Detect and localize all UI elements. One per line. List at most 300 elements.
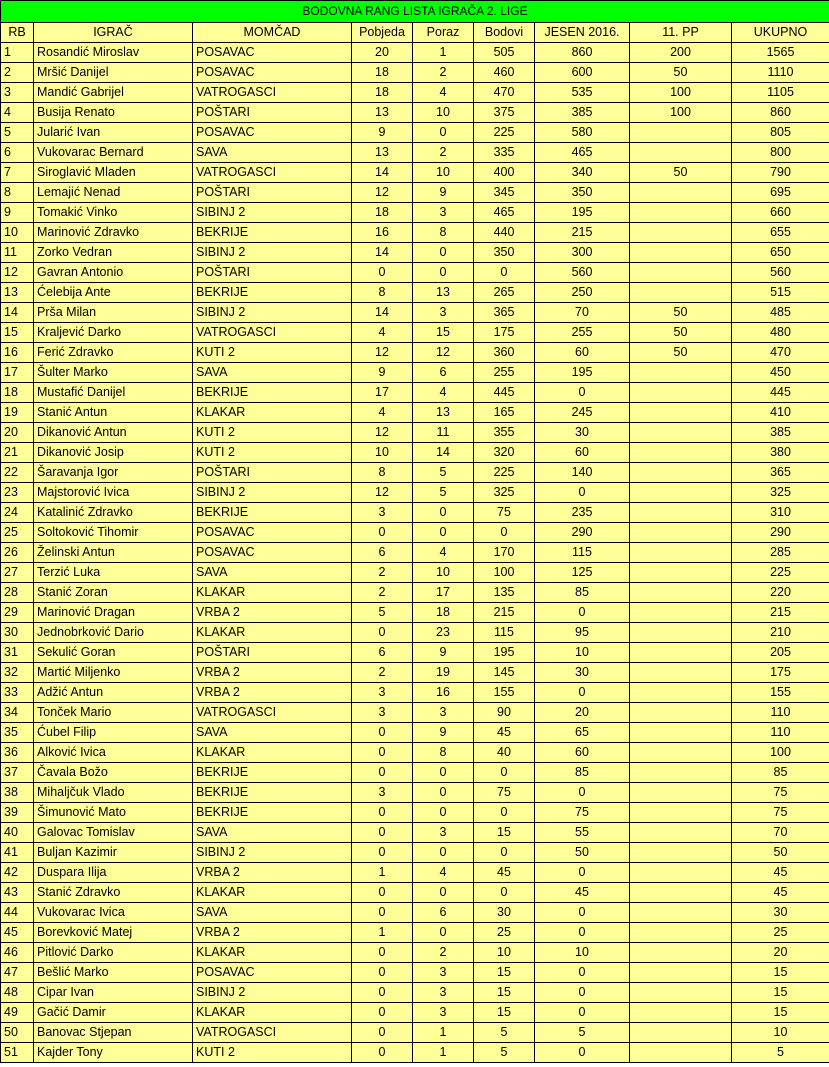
rank-cell[interactable]: 45	[1, 923, 34, 943]
team-cell[interactable]: KLAKAR	[193, 403, 352, 423]
player-cell[interactable]: Borevković Matej	[34, 923, 193, 943]
points-cell[interactable]: 5	[474, 1023, 535, 1043]
team-cell[interactable]: KLAKAR	[193, 743, 352, 763]
losses-cell[interactable]: 0	[413, 923, 474, 943]
player-cell[interactable]: Mustafić Danijel	[34, 383, 193, 403]
rank-cell[interactable]: 44	[1, 903, 34, 923]
player-cell[interactable]: Jednobrković Dario	[34, 623, 193, 643]
wins-cell[interactable]: 0	[352, 263, 413, 283]
losses-cell[interactable]: 4	[413, 383, 474, 403]
total-cell[interactable]: 660	[732, 203, 829, 223]
team-cell[interactable]: KLAKAR	[193, 943, 352, 963]
rank-cell[interactable]: 16	[1, 343, 34, 363]
wins-cell[interactable]: 0	[352, 1003, 413, 1023]
team-cell[interactable]: VATROGASCI	[193, 1023, 352, 1043]
player-cell[interactable]: Pitlović Darko	[34, 943, 193, 963]
autumn-2016-cell[interactable]: 115	[535, 543, 630, 563]
pp-11-cell[interactable]	[630, 203, 732, 223]
pp-11-cell[interactable]: 50	[630, 163, 732, 183]
autumn-2016-cell[interactable]: 290	[535, 523, 630, 543]
total-cell[interactable]: 30	[732, 903, 829, 923]
rank-cell[interactable]: 4	[1, 103, 34, 123]
points-cell[interactable]: 215	[474, 603, 535, 623]
team-cell[interactable]: POŠTARI	[193, 463, 352, 483]
player-cell[interactable]: Prša Milan	[34, 303, 193, 323]
autumn-2016-cell[interactable]: 140	[535, 463, 630, 483]
team-cell[interactable]: VATROGASCI	[193, 83, 352, 103]
pp-11-cell[interactable]	[630, 663, 732, 683]
total-cell[interactable]: 410	[732, 403, 829, 423]
total-cell[interactable]: 290	[732, 523, 829, 543]
points-cell[interactable]: 30	[474, 903, 535, 923]
pp-11-cell[interactable]	[630, 883, 732, 903]
rank-cell[interactable]: 38	[1, 783, 34, 803]
column-header-wins[interactable]: Pobjeda	[352, 23, 413, 43]
pp-11-cell[interactable]	[630, 563, 732, 583]
column-header-total[interactable]: UKUPNO	[732, 23, 829, 43]
team-cell[interactable]: POSAVAC	[193, 523, 352, 543]
total-cell[interactable]: 75	[732, 803, 829, 823]
total-cell[interactable]: 45	[732, 863, 829, 883]
rank-cell[interactable]: 27	[1, 563, 34, 583]
autumn-2016-cell[interactable]: 0	[535, 383, 630, 403]
team-cell[interactable]: KUTI 2	[193, 443, 352, 463]
wins-cell[interactable]: 3	[352, 683, 413, 703]
points-cell[interactable]: 0	[474, 523, 535, 543]
team-cell[interactable]: SAVA	[193, 823, 352, 843]
team-cell[interactable]: KUTI 2	[193, 1043, 352, 1063]
autumn-2016-cell[interactable]: 535	[535, 83, 630, 103]
total-cell[interactable]: 1110	[732, 63, 829, 83]
pp-11-cell[interactable]: 100	[630, 83, 732, 103]
pp-11-cell[interactable]	[630, 243, 732, 263]
rank-cell[interactable]: 39	[1, 803, 34, 823]
rank-cell[interactable]: 50	[1, 1023, 34, 1043]
player-cell[interactable]: Dikanović Josip	[34, 443, 193, 463]
player-cell[interactable]: Tomakić Vinko	[34, 203, 193, 223]
autumn-2016-cell[interactable]: 350	[535, 183, 630, 203]
autumn-2016-cell[interactable]: 560	[535, 263, 630, 283]
total-cell[interactable]: 445	[732, 383, 829, 403]
wins-cell[interactable]: 2	[352, 563, 413, 583]
rank-cell[interactable]: 8	[1, 183, 34, 203]
pp-11-cell[interactable]	[630, 743, 732, 763]
player-cell[interactable]: Jularić Ivan	[34, 123, 193, 143]
autumn-2016-cell[interactable]: 580	[535, 123, 630, 143]
total-cell[interactable]: 655	[732, 223, 829, 243]
team-cell[interactable]: SAVA	[193, 723, 352, 743]
rank-cell[interactable]: 33	[1, 683, 34, 703]
pp-11-cell[interactable]: 50	[630, 343, 732, 363]
wins-cell[interactable]: 2	[352, 583, 413, 603]
pp-11-cell[interactable]: 50	[630, 63, 732, 83]
total-cell[interactable]: 1565	[732, 43, 829, 63]
team-cell[interactable]: SAVA	[193, 143, 352, 163]
rank-cell[interactable]: 7	[1, 163, 34, 183]
pp-11-cell[interactable]	[630, 823, 732, 843]
points-cell[interactable]: 0	[474, 803, 535, 823]
total-cell[interactable]: 205	[732, 643, 829, 663]
losses-cell[interactable]: 10	[413, 563, 474, 583]
rank-cell[interactable]: 47	[1, 963, 34, 983]
total-cell[interactable]: 50	[732, 843, 829, 863]
wins-cell[interactable]: 18	[352, 203, 413, 223]
pp-11-cell[interactable]	[630, 183, 732, 203]
rank-cell[interactable]: 41	[1, 843, 34, 863]
autumn-2016-cell[interactable]: 195	[535, 363, 630, 383]
points-cell[interactable]: 0	[474, 843, 535, 863]
autumn-2016-cell[interactable]: 300	[535, 243, 630, 263]
total-cell[interactable]: 75	[732, 783, 829, 803]
total-cell[interactable]: 100	[732, 743, 829, 763]
pp-11-cell[interactable]	[630, 1003, 732, 1023]
points-cell[interactable]: 25	[474, 923, 535, 943]
losses-cell[interactable]: 23	[413, 623, 474, 643]
rank-cell[interactable]: 9	[1, 203, 34, 223]
points-cell[interactable]: 505	[474, 43, 535, 63]
player-cell[interactable]: Rosandić Miroslav	[34, 43, 193, 63]
losses-cell[interactable]: 0	[413, 843, 474, 863]
rank-cell[interactable]: 15	[1, 323, 34, 343]
losses-cell[interactable]: 3	[413, 983, 474, 1003]
wins-cell[interactable]: 0	[352, 823, 413, 843]
total-cell[interactable]: 10	[732, 1023, 829, 1043]
wins-cell[interactable]: 12	[352, 183, 413, 203]
rank-cell[interactable]: 49	[1, 1003, 34, 1023]
autumn-2016-cell[interactable]: 20	[535, 703, 630, 723]
player-cell[interactable]: Siroglavić Mladen	[34, 163, 193, 183]
player-cell[interactable]: Šaravanja Igor	[34, 463, 193, 483]
losses-cell[interactable]: 8	[413, 743, 474, 763]
losses-cell[interactable]: 3	[413, 303, 474, 323]
losses-cell[interactable]: 0	[413, 883, 474, 903]
wins-cell[interactable]: 0	[352, 883, 413, 903]
autumn-2016-cell[interactable]: 85	[535, 583, 630, 603]
team-cell[interactable]: SAVA	[193, 363, 352, 383]
wins-cell[interactable]: 4	[352, 323, 413, 343]
pp-11-cell[interactable]	[630, 683, 732, 703]
wins-cell[interactable]: 9	[352, 363, 413, 383]
rank-cell[interactable]: 28	[1, 583, 34, 603]
rank-cell[interactable]: 10	[1, 223, 34, 243]
wins-cell[interactable]: 3	[352, 503, 413, 523]
autumn-2016-cell[interactable]: 125	[535, 563, 630, 583]
losses-cell[interactable]: 4	[413, 83, 474, 103]
total-cell[interactable]: 220	[732, 583, 829, 603]
total-cell[interactable]: 1105	[732, 83, 829, 103]
pp-11-cell[interactable]	[630, 443, 732, 463]
points-cell[interactable]: 15	[474, 823, 535, 843]
points-cell[interactable]: 15	[474, 963, 535, 983]
points-cell[interactable]: 350	[474, 243, 535, 263]
total-cell[interactable]: 650	[732, 243, 829, 263]
rank-cell[interactable]: 29	[1, 603, 34, 623]
rank-cell[interactable]: 11	[1, 243, 34, 263]
wins-cell[interactable]: 3	[352, 783, 413, 803]
wins-cell[interactable]: 1	[352, 863, 413, 883]
pp-11-cell[interactable]	[630, 123, 732, 143]
player-cell[interactable]: Soltoković Tihomir	[34, 523, 193, 543]
wins-cell[interactable]: 0	[352, 843, 413, 863]
losses-cell[interactable]: 3	[413, 703, 474, 723]
pp-11-cell[interactable]	[630, 383, 732, 403]
rank-cell[interactable]: 36	[1, 743, 34, 763]
autumn-2016-cell[interactable]: 55	[535, 823, 630, 843]
total-cell[interactable]: 805	[732, 123, 829, 143]
team-cell[interactable]: KLAKAR	[193, 1003, 352, 1023]
autumn-2016-cell[interactable]: 0	[535, 483, 630, 503]
points-cell[interactable]: 100	[474, 563, 535, 583]
column-header-11-pp[interactable]: 11. PP	[630, 23, 732, 43]
player-cell[interactable]: Mihaljčuk Vlado	[34, 783, 193, 803]
total-cell[interactable]: 860	[732, 103, 829, 123]
points-cell[interactable]: 15	[474, 983, 535, 1003]
points-cell[interactable]: 255	[474, 363, 535, 383]
player-cell[interactable]: Marinović Zdravko	[34, 223, 193, 243]
losses-cell[interactable]: 2	[413, 63, 474, 83]
rank-cell[interactable]: 14	[1, 303, 34, 323]
wins-cell[interactable]: 18	[352, 83, 413, 103]
column-header-rb[interactable]: RB	[1, 23, 34, 43]
losses-cell[interactable]: 0	[413, 763, 474, 783]
player-cell[interactable]: Stanić Zdravko	[34, 883, 193, 903]
team-cell[interactable]: VRBA 2	[193, 603, 352, 623]
total-cell[interactable]: 285	[732, 543, 829, 563]
total-cell[interactable]: 790	[732, 163, 829, 183]
pp-11-cell[interactable]: 100	[630, 103, 732, 123]
rank-cell[interactable]: 43	[1, 883, 34, 903]
wins-cell[interactable]: 0	[352, 763, 413, 783]
points-cell[interactable]: 175	[474, 323, 535, 343]
team-cell[interactable]: KUTI 2	[193, 343, 352, 363]
wins-cell[interactable]: 0	[352, 1023, 413, 1043]
wins-cell[interactable]: 0	[352, 943, 413, 963]
autumn-2016-cell[interactable]: 195	[535, 203, 630, 223]
losses-cell[interactable]: 1	[413, 1023, 474, 1043]
total-cell[interactable]: 155	[732, 683, 829, 703]
player-cell[interactable]: Stanić Zoran	[34, 583, 193, 603]
wins-cell[interactable]: 9	[352, 123, 413, 143]
team-cell[interactable]: VRBA 2	[193, 683, 352, 703]
player-cell[interactable]: Šulter Marko	[34, 363, 193, 383]
losses-cell[interactable]: 0	[413, 243, 474, 263]
total-cell[interactable]: 365	[732, 463, 829, 483]
player-cell[interactable]: Mandić Gabrijel	[34, 83, 193, 103]
rank-cell[interactable]: 2	[1, 63, 34, 83]
total-cell[interactable]: 325	[732, 483, 829, 503]
rank-cell[interactable]: 18	[1, 383, 34, 403]
pp-11-cell[interactable]: 50	[630, 323, 732, 343]
points-cell[interactable]: 90	[474, 703, 535, 723]
team-cell[interactable]: POŠTARI	[193, 103, 352, 123]
wins-cell[interactable]: 0	[352, 963, 413, 983]
pp-11-cell[interactable]	[630, 503, 732, 523]
team-cell[interactable]: POŠTARI	[193, 263, 352, 283]
player-cell[interactable]: Adžić Antun	[34, 683, 193, 703]
column-header-team[interactable]: MOMČAD	[193, 23, 352, 43]
pp-11-cell[interactable]	[630, 783, 732, 803]
losses-cell[interactable]: 9	[413, 183, 474, 203]
player-cell[interactable]: Marinović Dragan	[34, 603, 193, 623]
rank-cell[interactable]: 48	[1, 983, 34, 1003]
pp-11-cell[interactable]	[630, 523, 732, 543]
player-cell[interactable]: Zorko Vedran	[34, 243, 193, 263]
autumn-2016-cell[interactable]: 600	[535, 63, 630, 83]
losses-cell[interactable]: 9	[413, 643, 474, 663]
team-cell[interactable]: KLAKAR	[193, 583, 352, 603]
pp-11-cell[interactable]	[630, 283, 732, 303]
player-cell[interactable]: Gavran Antonio	[34, 263, 193, 283]
losses-cell[interactable]: 6	[413, 363, 474, 383]
rank-cell[interactable]: 24	[1, 503, 34, 523]
losses-cell[interactable]: 8	[413, 223, 474, 243]
player-cell[interactable]: Sekulić Goran	[34, 643, 193, 663]
rank-cell[interactable]: 22	[1, 463, 34, 483]
points-cell[interactable]: 355	[474, 423, 535, 443]
points-cell[interactable]: 445	[474, 383, 535, 403]
rank-cell[interactable]: 19	[1, 403, 34, 423]
pp-11-cell[interactable]	[630, 423, 732, 443]
total-cell[interactable]: 485	[732, 303, 829, 323]
total-cell[interactable]: 20	[732, 943, 829, 963]
player-cell[interactable]: Galovac Tomislav	[34, 823, 193, 843]
losses-cell[interactable]: 0	[413, 263, 474, 283]
total-cell[interactable]: 695	[732, 183, 829, 203]
autumn-2016-cell[interactable]: 860	[535, 43, 630, 63]
losses-cell[interactable]: 3	[413, 1003, 474, 1023]
wins-cell[interactable]: 13	[352, 143, 413, 163]
total-cell[interactable]: 25	[732, 923, 829, 943]
autumn-2016-cell[interactable]: 30	[535, 663, 630, 683]
rank-cell[interactable]: 35	[1, 723, 34, 743]
autumn-2016-cell[interactable]: 45	[535, 883, 630, 903]
total-cell[interactable]: 215	[732, 603, 829, 623]
team-cell[interactable]: POŠTARI	[193, 643, 352, 663]
team-cell[interactable]: VRBA 2	[193, 863, 352, 883]
autumn-2016-cell[interactable]: 0	[535, 683, 630, 703]
autumn-2016-cell[interactable]: 85	[535, 763, 630, 783]
autumn-2016-cell[interactable]: 250	[535, 283, 630, 303]
autumn-2016-cell[interactable]: 385	[535, 103, 630, 123]
losses-cell[interactable]: 3	[413, 823, 474, 843]
losses-cell[interactable]: 4	[413, 543, 474, 563]
total-cell[interactable]: 385	[732, 423, 829, 443]
wins-cell[interactable]: 8	[352, 463, 413, 483]
losses-cell[interactable]: 1	[413, 1043, 474, 1063]
points-cell[interactable]: 265	[474, 283, 535, 303]
team-cell[interactable]: BEKRIJE	[193, 503, 352, 523]
autumn-2016-cell[interactable]: 10	[535, 643, 630, 663]
team-cell[interactable]: SAVA	[193, 903, 352, 923]
player-cell[interactable]: Želinski Antun	[34, 543, 193, 563]
player-cell[interactable]: Čavala Božo	[34, 763, 193, 783]
wins-cell[interactable]: 0	[352, 803, 413, 823]
pp-11-cell[interactable]	[630, 863, 732, 883]
team-cell[interactable]: KLAKAR	[193, 623, 352, 643]
wins-cell[interactable]: 20	[352, 43, 413, 63]
autumn-2016-cell[interactable]: 60	[535, 443, 630, 463]
rank-cell[interactable]: 32	[1, 663, 34, 683]
wins-cell[interactable]: 1	[352, 923, 413, 943]
autumn-2016-cell[interactable]: 0	[535, 783, 630, 803]
player-cell[interactable]: Ćelebija Ante	[34, 283, 193, 303]
total-cell[interactable]: 15	[732, 983, 829, 1003]
total-cell[interactable]: 70	[732, 823, 829, 843]
wins-cell[interactable]: 8	[352, 283, 413, 303]
autumn-2016-cell[interactable]: 235	[535, 503, 630, 523]
wins-cell[interactable]: 0	[352, 903, 413, 923]
total-cell[interactable]: 225	[732, 563, 829, 583]
wins-cell[interactable]: 3	[352, 703, 413, 723]
wins-cell[interactable]: 6	[352, 543, 413, 563]
wins-cell[interactable]: 12	[352, 483, 413, 503]
losses-cell[interactable]: 0	[413, 803, 474, 823]
pp-11-cell[interactable]	[630, 603, 732, 623]
team-cell[interactable]: BEKRIJE	[193, 223, 352, 243]
team-cell[interactable]: SIBINJ 2	[193, 203, 352, 223]
player-cell[interactable]: Banovac Stjepan	[34, 1023, 193, 1043]
autumn-2016-cell[interactable]: 0	[535, 1043, 630, 1063]
team-cell[interactable]: VATROGASCI	[193, 163, 352, 183]
losses-cell[interactable]: 2	[413, 943, 474, 963]
player-cell[interactable]: Bešlić Marko	[34, 963, 193, 983]
pp-11-cell[interactable]	[630, 903, 732, 923]
losses-cell[interactable]: 0	[413, 123, 474, 143]
points-cell[interactable]: 360	[474, 343, 535, 363]
losses-cell[interactable]: 10	[413, 163, 474, 183]
wins-cell[interactable]: 0	[352, 743, 413, 763]
player-cell[interactable]: Buljan Kazimir	[34, 843, 193, 863]
points-cell[interactable]: 465	[474, 203, 535, 223]
points-cell[interactable]: 365	[474, 303, 535, 323]
team-cell[interactable]: KUTI 2	[193, 423, 352, 443]
total-cell[interactable]: 800	[732, 143, 829, 163]
pp-11-cell[interactable]	[630, 963, 732, 983]
player-cell[interactable]: Vukovarac Ivica	[34, 903, 193, 923]
autumn-2016-cell[interactable]: 255	[535, 323, 630, 343]
total-cell[interactable]: 175	[732, 663, 829, 683]
wins-cell[interactable]: 14	[352, 303, 413, 323]
rank-cell[interactable]: 6	[1, 143, 34, 163]
losses-cell[interactable]: 16	[413, 683, 474, 703]
wins-cell[interactable]: 14	[352, 163, 413, 183]
rank-cell[interactable]: 30	[1, 623, 34, 643]
pp-11-cell[interactable]	[630, 263, 732, 283]
player-cell[interactable]: Kraljević Darko	[34, 323, 193, 343]
team-cell[interactable]: SIBINJ 2	[193, 303, 352, 323]
team-cell[interactable]: BEKRIJE	[193, 803, 352, 823]
autumn-2016-cell[interactable]: 0	[535, 603, 630, 623]
wins-cell[interactable]: 0	[352, 1043, 413, 1063]
wins-cell[interactable]: 12	[352, 423, 413, 443]
points-cell[interactable]: 0	[474, 883, 535, 903]
wins-cell[interactable]: 17	[352, 383, 413, 403]
player-cell[interactable]: Gačić Damir	[34, 1003, 193, 1023]
team-cell[interactable]: KLAKAR	[193, 883, 352, 903]
rank-cell[interactable]: 37	[1, 763, 34, 783]
pp-11-cell[interactable]	[630, 143, 732, 163]
autumn-2016-cell[interactable]: 245	[535, 403, 630, 423]
losses-cell[interactable]: 0	[413, 783, 474, 803]
team-cell[interactable]: VRBA 2	[193, 663, 352, 683]
pp-11-cell[interactable]	[630, 1023, 732, 1043]
autumn-2016-cell[interactable]: 75	[535, 803, 630, 823]
team-cell[interactable]: SIBINJ 2	[193, 243, 352, 263]
points-cell[interactable]: 155	[474, 683, 535, 703]
team-cell[interactable]: POSAVAC	[193, 123, 352, 143]
pp-11-cell[interactable]	[630, 843, 732, 863]
pp-11-cell[interactable]	[630, 803, 732, 823]
